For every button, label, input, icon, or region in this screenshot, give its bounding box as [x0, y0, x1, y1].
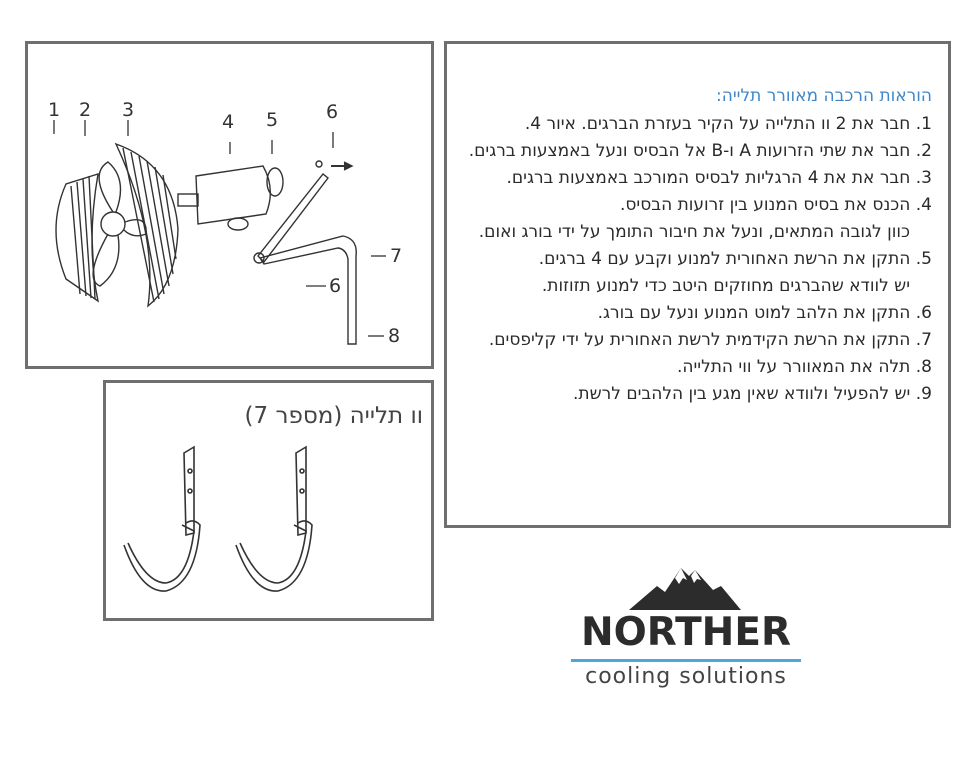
mountain-icon: [629, 560, 741, 612]
norther-logo: [571, 560, 801, 700]
instructions-block: [462, 81, 932, 408]
step-3: 3. חבר את את 4 הרגליות לבסיס המורכב באמצעות ברגים.: [506, 168, 932, 188]
step-7: 7. התקן את הרשת הקידמית לרשת האחורית על ידי קליפסים.: [488, 330, 932, 350]
rear-grille-illustration: [56, 174, 98, 301]
motor-illustration: [178, 166, 270, 230]
step-1: 1. חבר את 2 וו התלייה על הקיר בעזרת הברגים. איור 4.: [524, 114, 932, 134]
part-label-3: 3: [122, 99, 135, 121]
instructions-title: הוראות הרכבה מאוורר תלייה:: [716, 86, 932, 106]
step-6: 6. התקן את הלהב למוט המנוע ונעל עם בורג.: [597, 303, 932, 323]
part-label-7: 7: [390, 245, 403, 267]
part-label-2: 2: [79, 99, 92, 121]
part-label-4: 4: [222, 111, 235, 133]
hook-icon-right: [236, 447, 312, 591]
step-4-note: כוון לגובה המתאים, ונעל את חיבור התומך על ידי בורג ואום.: [478, 222, 910, 242]
logo-underline: [571, 659, 801, 662]
logo-wordmark: NORTHER: [581, 610, 791, 655]
step-5-note: יש לוודא שהברגים מחוזקים היטב כדי למנוע תזוזות.: [541, 276, 910, 296]
step-4: 4. הכנס את בסיס המנוע בין זרועות הבסיס. כוון לגובה המתאים, ונעל את חיבור התומך על ידי בורג ואום.: [462, 192, 932, 246]
part-label-8: 8: [388, 325, 401, 347]
wall-hooks-illustration: [106, 383, 431, 618]
hooks-title: וו תלייה (מספר 7): [244, 403, 423, 429]
instructions-panel: [444, 41, 951, 528]
step-8: 8. תלה את המאוורר על ווי התלייה.: [676, 357, 932, 377]
leader-marks: [54, 120, 386, 336]
part-label-1: 1: [48, 99, 61, 121]
fan-exploded-diagram: [28, 44, 431, 366]
part-label-6-bracket: 6: [329, 275, 342, 297]
assembly-diagram-panel: [25, 41, 434, 369]
step-2: 2. חבר את שתי הזרועות A ו-B אל הבסיס ונעל באמצעות ברגים.: [468, 141, 932, 161]
logo-tagline: cooling solutions: [585, 664, 787, 689]
steps-list: [462, 111, 932, 408]
step-9: 9. יש להפעיל ולוודא שאין מגע בין הלהבים לרשת.: [573, 384, 932, 404]
part-label-5: 5: [266, 109, 279, 131]
part-label-6-top: 6: [326, 101, 339, 123]
hook-icon-left: [124, 447, 200, 591]
hooks-panel: [103, 380, 434, 621]
step-5: 5. התקן את הרשת האחורית למנוע וקבע עם 4 ברגים. יש לוודא שהברגים מחוזקים היטב כדי למנוע תזוזות.: [462, 246, 932, 300]
bracket-illustration: [254, 161, 356, 344]
